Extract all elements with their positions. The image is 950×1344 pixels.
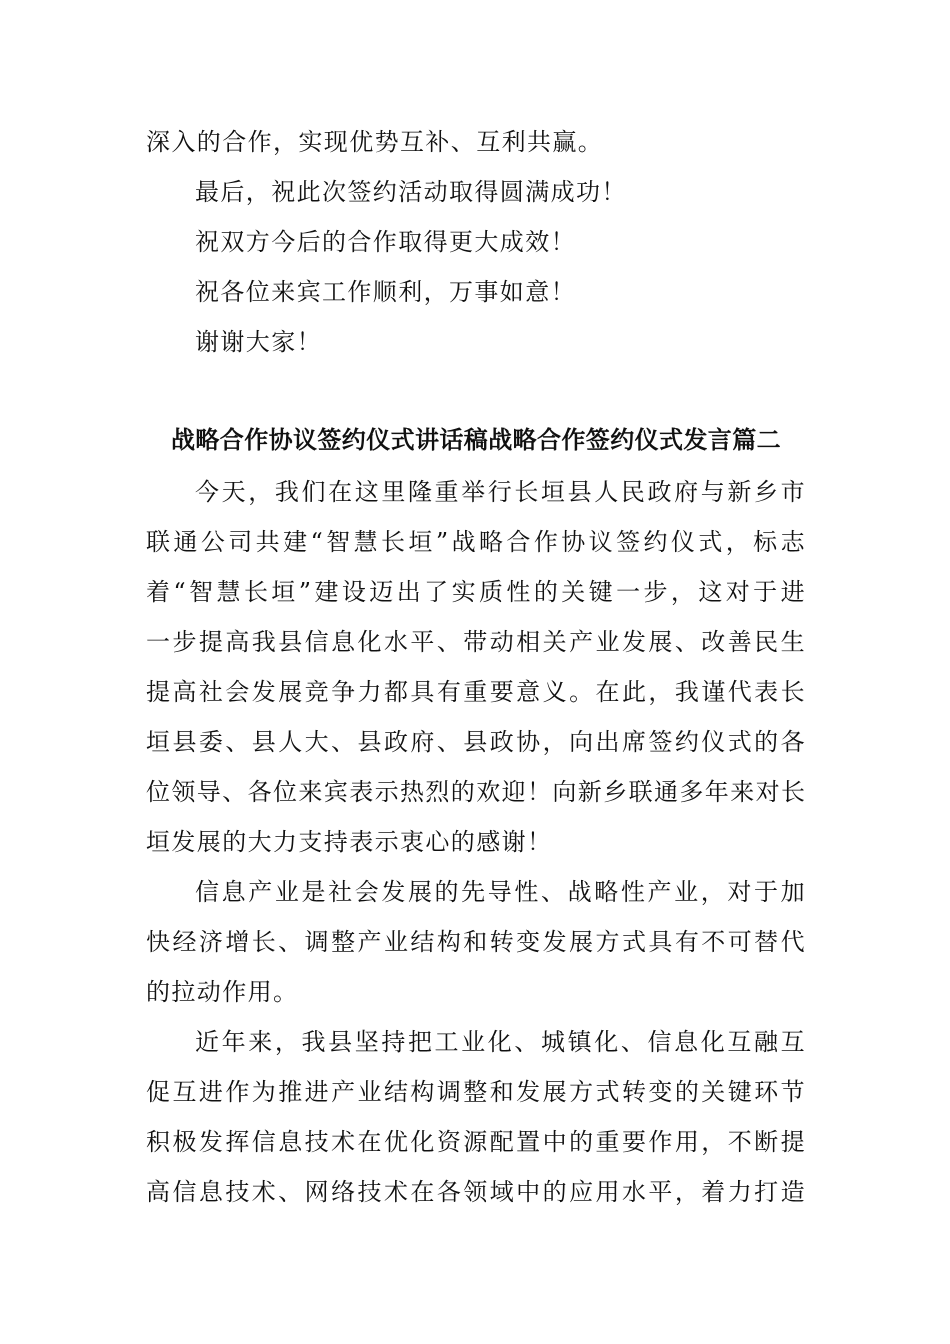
text-line: 深入的合作，实现优势互补、互利共赢。	[146, 128, 604, 156]
text-line: 祝各位来宾工作顺利，万事如意！	[195, 278, 576, 306]
text-line: 快经济增长、调整产业结构和转变发展方式具有不可替代	[146, 928, 806, 956]
text-line: 垣发展的大力支持表示衷心的感谢！	[146, 828, 553, 856]
text-line: 今天，我们在这里隆重举行长垣县人民政府与新乡市	[195, 478, 806, 506]
text-line: 的拉动作用。	[146, 978, 299, 1006]
text-line: 提高社会发展竞争力都具有重要意义。在此，我谨代表长	[146, 678, 806, 706]
text-line: 谢谢大家！	[195, 328, 322, 356]
text-line: 促互进作为推进产业结构调整和发展方式转变的关键环节	[146, 1078, 806, 1106]
text-line: 着“智慧长垣”建设迈出了实质性的关键一步，这对于进	[146, 578, 806, 606]
text-line: 祝双方今后的合作取得更大成效！	[195, 228, 576, 256]
text-line: 近年来，我县坚持把工业化、城镇化、信息化互融互	[195, 1028, 806, 1056]
text-line: 一步提高我县信息化水平、带动相关产业发展、改善民生	[146, 628, 806, 656]
text-line: 位领导、各位来宾表示热烈的欢迎！向新乡联通多年来对长	[146, 778, 807, 806]
text-line: 信息产业是社会发展的先导性、战略性产业，对于加	[195, 878, 806, 906]
section-heading: 战略合作协议签约仪式讲话稿战略合作签约仪式发言篇二	[171, 426, 781, 454]
text-line: 联通公司共建“智慧长垣”战略合作协议签约仪式，标志	[146, 528, 806, 556]
text-line: 垣县委、县人大、县政府、县政协，向出席签约仪式的各	[146, 728, 806, 756]
text-line: 最后，祝此次签约活动取得圆满成功！	[195, 178, 627, 206]
text-line: 积极发挥信息技术在优化资源配置中的重要作用，不断提	[146, 1128, 806, 1156]
text-line: 高信息技术、网络技术在各领域中的应用水平，着力打造	[146, 1178, 806, 1206]
